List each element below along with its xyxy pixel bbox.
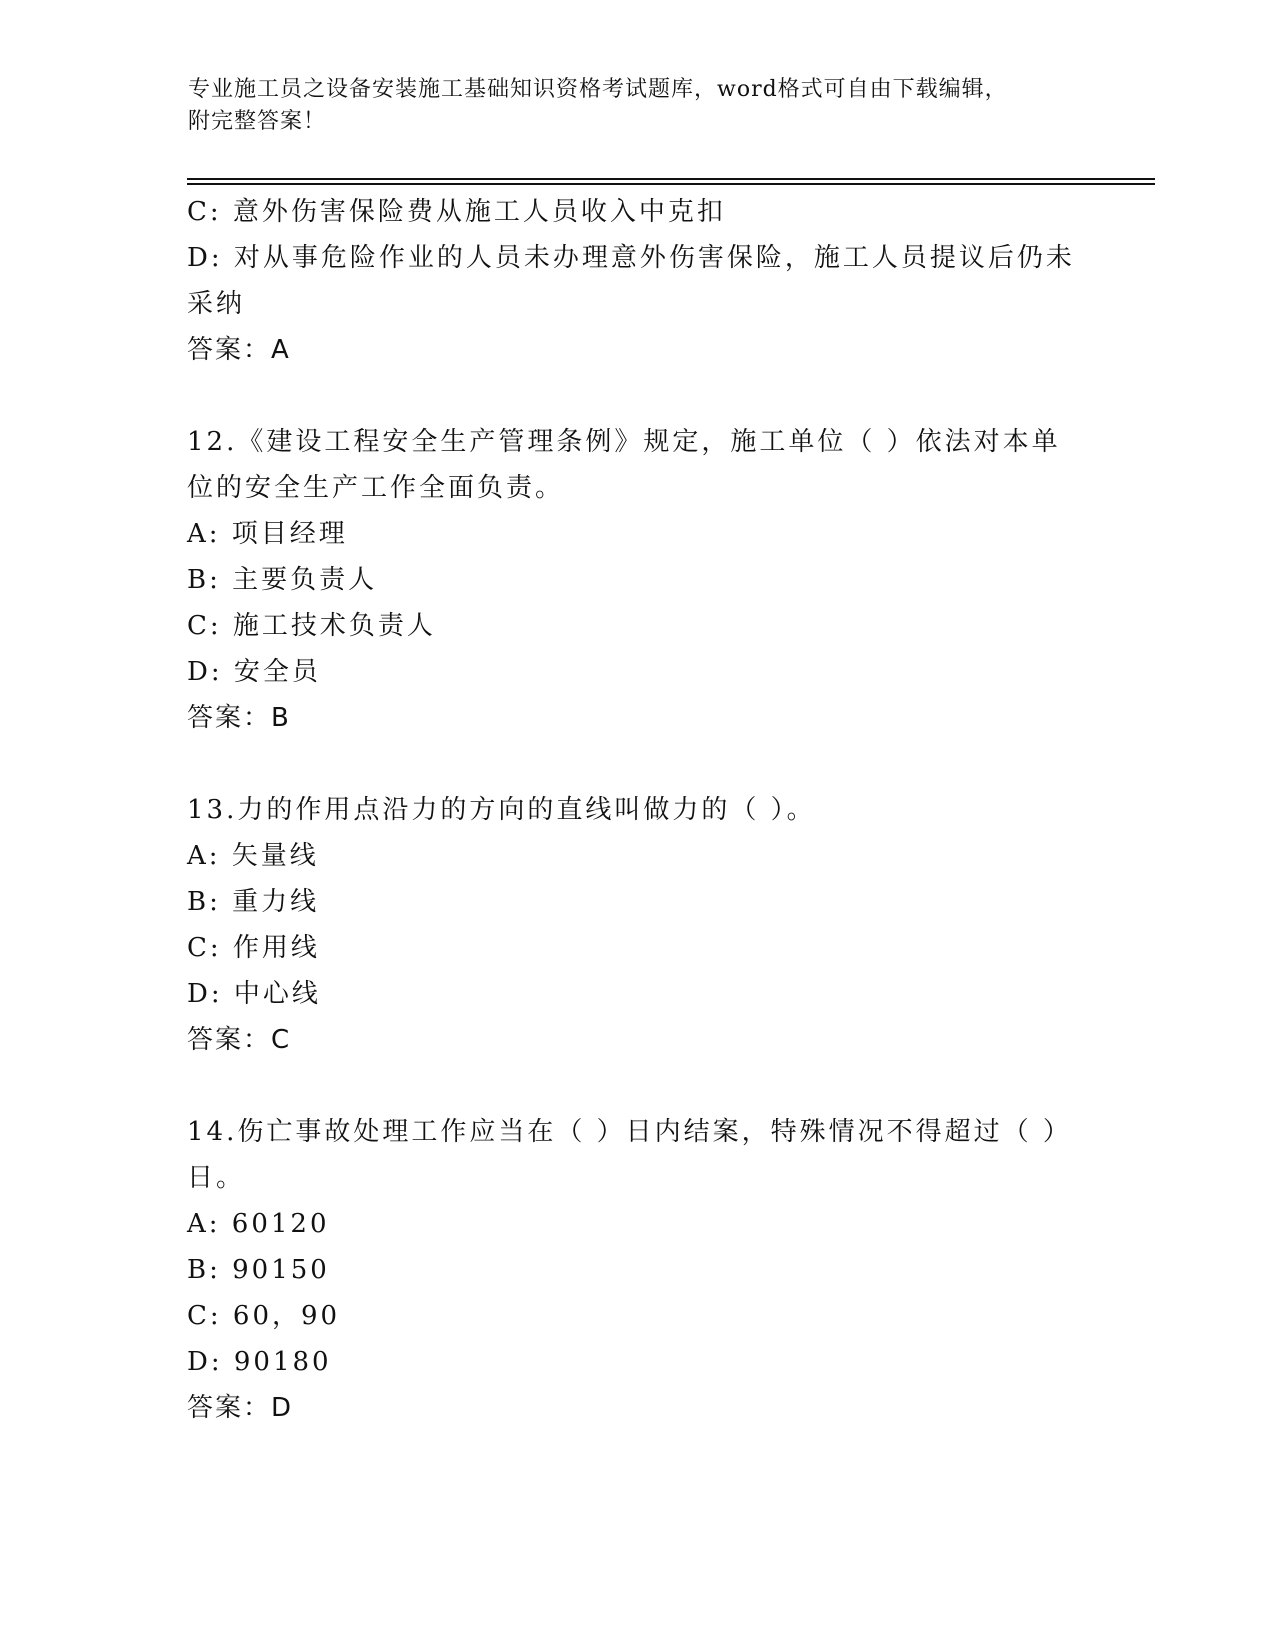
spacer	[187, 373, 1087, 419]
q13-stem: 13.力的作用点沿力的方向的直线叫做力的（ ）。	[187, 795, 816, 825]
spacer	[187, 1063, 1087, 1109]
header-line-2: 附完整答案！	[188, 109, 327, 134]
q14-option-c: C: 60，90	[187, 1301, 341, 1331]
header-divider-bottom	[187, 183, 1155, 185]
q13-answer: 答案：C	[187, 1025, 292, 1055]
question-14	[187, 1109, 1087, 1431]
q14-option-b: B: 90150	[187, 1255, 330, 1285]
q13-option-a: A: 矢量线	[187, 841, 319, 871]
q12-option-d: D: 安全员	[187, 657, 321, 687]
q12-answer: 答案：B	[187, 703, 291, 733]
question-12	[187, 419, 1087, 741]
q14-answer: 答案：D	[187, 1393, 294, 1423]
q13-option-d: D: 中心线	[187, 979, 321, 1009]
q14-stem-line-1: 14.伤亡事故处理工作应当在（ ）日内结案，特殊情况不得超过（ ）	[187, 1117, 1072, 1147]
q12-stem-line-1: 12.《建设工程安全生产管理条例》规定，施工单位（ ）依法对本单	[187, 427, 1061, 457]
q12-stem-line-2: 位的安全生产工作全面负责。	[187, 473, 565, 503]
q12-option-b: B: 主要负责人	[187, 565, 378, 595]
q14-stem-line-2: 日。	[187, 1163, 246, 1193]
q11-answer: 答案：A	[187, 335, 291, 365]
q11-option-d-line-1: D: 对从事危险作业的人员未办理意外伤害保险，施工人员提议后仍未	[187, 243, 1075, 273]
question-13	[187, 787, 1087, 1063]
q11-option-d-line-2: 采纳	[187, 289, 246, 319]
document-body	[187, 189, 1087, 1431]
header-line-1: 专业施工员之设备安装施工基础知识资格考试题库，word格式可自由下载编辑，	[188, 77, 1008, 102]
q14-option-d: D: 90180	[187, 1347, 332, 1377]
question-11-continued	[187, 189, 1087, 373]
q11-option-c: C: 意外伤害保险费从施工人员收入中克扣	[187, 197, 726, 227]
q13-option-c: C: 作用线	[187, 933, 320, 963]
q13-option-b: B: 重力线	[187, 887, 320, 917]
q12-option-c: C: 施工技术负责人	[187, 611, 436, 641]
document-header	[188, 74, 1088, 138]
header-divider-top	[187, 178, 1155, 180]
q12-option-a: A: 项目经理	[187, 519, 348, 549]
spacer	[187, 741, 1087, 787]
q14-option-a: A: 60120	[187, 1209, 330, 1239]
